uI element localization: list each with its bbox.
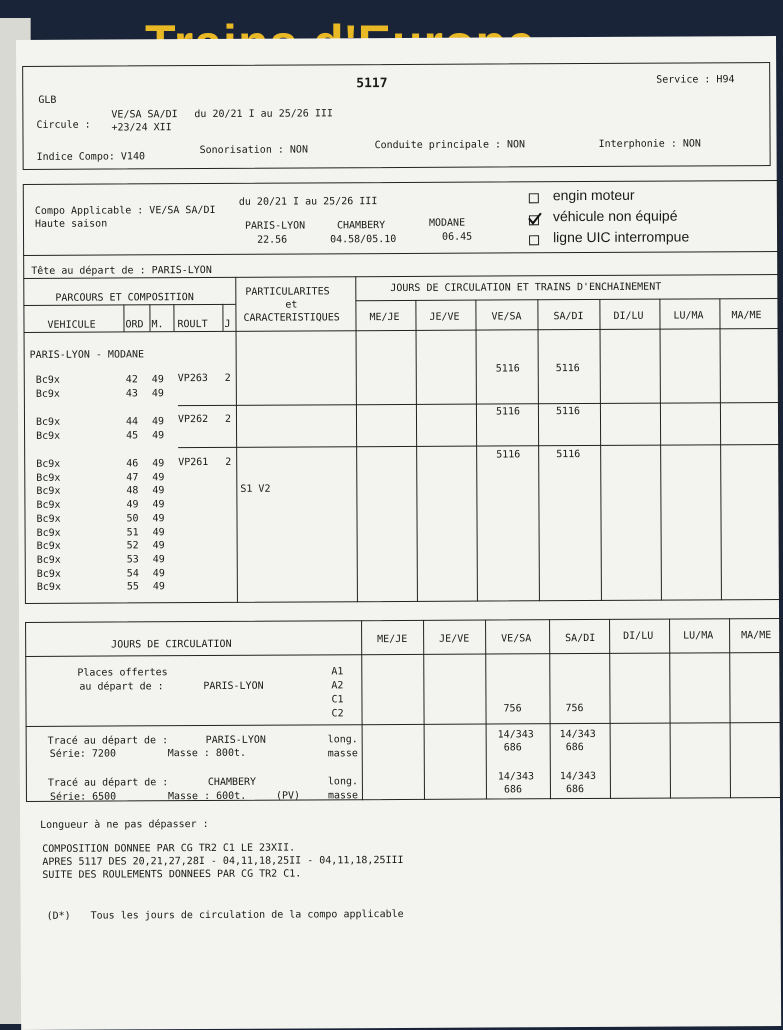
trace2-serie: Série: 6500	[49, 791, 117, 803]
vehicle-ord: 50	[126, 513, 139, 525]
trace2-masse: Masse : 600t.	[167, 790, 247, 803]
check-mark-icon	[528, 212, 542, 226]
trace2-long: long.	[327, 776, 359, 788]
places-depart: au départ de :	[79, 681, 164, 693]
vehicle-ord: 45	[126, 430, 139, 442]
vehicle-m: 49	[152, 513, 165, 525]
c2-vesa: 756	[503, 703, 522, 715]
indice-compo: Indice Compo: V140	[36, 151, 146, 163]
vehicle-m: 49	[152, 554, 165, 566]
note-line-1: COMPOSITION DONNEE PAR CG TR2 C1 LE 23XII.	[42, 842, 296, 855]
vehicle-type: Bc9x	[36, 540, 61, 553]
vehicle-type: Bc9x	[36, 554, 61, 566]
t1-vesa-masse: 686	[503, 742, 522, 754]
class-a2: A2	[331, 680, 344, 692]
vehicle-ord: 46	[126, 458, 139, 470]
station-time-2: 04.58/05.10	[330, 234, 397, 246]
roult-group-3: VP261	[178, 456, 209, 469]
d-mark: (D*)	[46, 910, 71, 922]
col-vehicule: VEHICULE	[47, 319, 96, 331]
t2-sadi-long: 14/343	[559, 770, 597, 783]
vehicle-type: Bc9x	[36, 582, 61, 594]
t2-day-6: LU/MA	[683, 630, 714, 642]
day-col-5: DI/LU	[613, 310, 644, 322]
d-note: Tous les jours de circulation de la compo applicable	[90, 908, 404, 922]
roult-group-1: VP263	[177, 373, 208, 385]
vehicle-type: Bc9x	[36, 472, 61, 484]
tete-depart: Tête au départ de : PARIS-LYON	[31, 264, 212, 277]
glb-label: GLB	[38, 94, 57, 106]
legend-checkbox-ligne	[529, 235, 539, 245]
vehicle-m: 49	[152, 567, 165, 579]
trace2-pv: (PV)	[275, 790, 301, 802]
haute-saison: Haute saison	[34, 218, 108, 230]
trace2-label: Tracé au départ de :	[47, 777, 169, 789]
parcours-composition: PARCOURS ET COMPOSITION	[55, 292, 194, 304]
t2-vesa-long: 14/343	[497, 771, 535, 783]
class-c2: C2	[331, 708, 344, 720]
col-particularites: PARTICULARITES	[245, 286, 330, 298]
jours-enchainement-header: JOURS DE CIRCULATION ET TRAINS D'ENCHAINEMENT	[390, 281, 662, 295]
vehicle-ord: 52	[126, 540, 139, 552]
trace1-label: Tracé au départ de :	[47, 735, 169, 747]
vehicle-ord: 51	[126, 526, 139, 538]
c2-sadi: 756	[565, 703, 584, 715]
col-et: et	[285, 299, 298, 311]
col-m: M.	[151, 319, 164, 331]
legend-checkbox-engin	[529, 193, 539, 203]
station-name-1: PARIS-LYON	[244, 220, 306, 232]
vesa-group-1: 5116	[495, 363, 520, 375]
t2-day-5: DI/LU	[623, 630, 654, 642]
col-roult: ROULT	[177, 319, 208, 331]
class-a1: A1	[331, 666, 344, 678]
t1-sadi-long: 14/343	[559, 728, 596, 741]
note-line-2: APRES 5117 DES 20,21,27,28I - 04,11,18,25II - 04,11,18,25III	[42, 854, 404, 868]
t2-day-3: VE/SA	[501, 633, 532, 645]
t2-day-2: JE/VE	[439, 633, 470, 645]
col-caracteristiques: CARACTERISTIQUES	[243, 312, 340, 324]
vehicle-m: 49	[152, 540, 165, 552]
vehicle-ord: 53	[126, 554, 139, 566]
jours-circulation-header: JOURS DE CIRCULATION	[111, 638, 232, 651]
class-c1: C1	[331, 694, 344, 706]
t2-day-1: ME/JE	[377, 633, 408, 646]
vehicle-ord: 47	[126, 472, 139, 484]
j-group-3: 2	[225, 456, 232, 468]
vesa-group-2: 5116	[495, 406, 521, 418]
station-name-2: CHAMBERY	[336, 220, 386, 232]
vehicle-type: Bc9x	[36, 499, 61, 511]
station-name-3: MODANE	[428, 217, 466, 229]
day-col-3: VE/SA	[491, 311, 522, 323]
note-line-3: SUITE DES ROULEMENTS DONNEES PAR CG TR2 C1.	[42, 868, 302, 881]
station-time-3: 06.45	[442, 231, 473, 243]
trace1-station: PARIS-LYON	[205, 734, 266, 747]
service-code: Service : H94	[656, 74, 735, 86]
vehicle-m: 49	[152, 581, 165, 593]
t1-vesa-long: 14/343	[497, 729, 534, 741]
vehicle-ord: 48	[126, 485, 139, 497]
vehicle-type: Bc9x	[35, 388, 60, 400]
vehicle-ord: 44	[125, 416, 139, 428]
vehicle-type: Bc9x	[35, 374, 60, 386]
interphonie: Interphonie : NON	[598, 138, 701, 150]
vehicle-ord: 42	[125, 374, 138, 386]
vehicle-ord: 49	[126, 499, 139, 511]
roult-group-2: VP262	[177, 413, 209, 426]
vehicle-type: Bc9x	[36, 486, 61, 498]
legend-checkbox-vehicule	[529, 215, 539, 225]
route-label: PARIS-LYON - MODANE	[29, 349, 145, 361]
t2-day-4: SA/DI	[565, 632, 596, 645]
vehicle-ord: 43	[125, 388, 138, 400]
vehicle-type: Bc9x	[36, 430, 61, 442]
day-col-2: JE/VE	[429, 311, 460, 323]
compo-applicable: Compo Applicable : VE/SA SA/DI	[34, 204, 216, 217]
t2-sadi-masse: 686	[565, 784, 585, 796]
sadi-group-1: 5116	[555, 363, 580, 375]
legend-vehicule-non-equipe: véhicule non équipé	[552, 207, 678, 225]
vehicle-m: 49	[152, 526, 165, 538]
vehicle-m: 49	[152, 471, 165, 483]
legend-engin-moteur: engin moteur	[552, 186, 635, 204]
vehicle-type: Bc9x	[36, 568, 61, 580]
legend-ligne-uic: ligne UIC interrompue	[552, 228, 690, 246]
circule-extra: +23/24 XII	[111, 122, 172, 134]
vehicle-type: Bc9x	[36, 513, 61, 525]
circule-range: du 20/21 I au 25/26 III	[194, 108, 333, 121]
t2-day-7: MA/ME	[741, 630, 772, 642]
vehicle-m: 49	[151, 387, 164, 399]
col-j: J	[224, 318, 231, 330]
day-col-6: LU/MA	[673, 310, 704, 322]
vehicle-m: 49	[152, 485, 165, 497]
j-group-2: 2	[224, 413, 232, 425]
trace1-serie: Série: 7200	[49, 748, 117, 760]
station-time-1: 22.56	[257, 234, 288, 246]
places-station: PARIS-LYON	[203, 680, 264, 693]
trace1-masse-label: masse	[327, 748, 358, 760]
day-col-7: MA/ME	[731, 310, 762, 322]
day-col-4: SA/DI	[553, 311, 584, 323]
t2-vesa-masse: 686	[503, 784, 523, 796]
conduite-principale: Conduite principale : NON	[374, 139, 526, 152]
trace1-masse: Masse : 800t.	[167, 747, 247, 760]
places-offertes: Places offertes	[77, 667, 168, 679]
vesa-group-3: 5116	[496, 449, 521, 461]
s1v2-label: S1 V2	[240, 483, 271, 495]
j-group-1: 2	[224, 372, 231, 384]
vehicle-ord: 54	[126, 567, 139, 580]
vehicle-m: 49	[152, 429, 165, 441]
longueur-note: Longueur à ne pas dépasser :	[40, 819, 209, 831]
vehicle-m: 49	[152, 458, 165, 470]
document-page	[16, 36, 781, 1030]
trace1-long: long.	[327, 734, 358, 746]
trace2-masse-label: masse	[327, 790, 359, 802]
sadi-group-2: 5116	[555, 406, 581, 418]
vehicle-type: Bc9x	[36, 458, 61, 470]
vehicle-type: Bc9x	[36, 527, 61, 539]
day-col-1: ME/JE	[369, 311, 400, 324]
circule-days: VE/SA SA/DI	[111, 109, 178, 121]
vehicle-ord: 55	[126, 581, 139, 593]
t1-sadi-masse: 686	[565, 742, 584, 754]
circule-label: Circule :	[36, 119, 91, 131]
trace2-station: CHAMBERY	[207, 776, 257, 789]
sonorisation: Sonorisation : NON	[199, 144, 308, 157]
sadi-group-3: 5116	[556, 449, 581, 461]
vehicle-m: 49	[151, 416, 165, 428]
train-number: 5117	[356, 76, 388, 92]
vehicle-m: 49	[151, 374, 164, 386]
col-ord: ORD	[125, 319, 144, 331]
vehicle-type: Bc9x	[35, 416, 61, 428]
vehicle-m: 49	[152, 499, 165, 511]
compo-range: du 20/21 I au 25/26 III	[238, 196, 378, 208]
